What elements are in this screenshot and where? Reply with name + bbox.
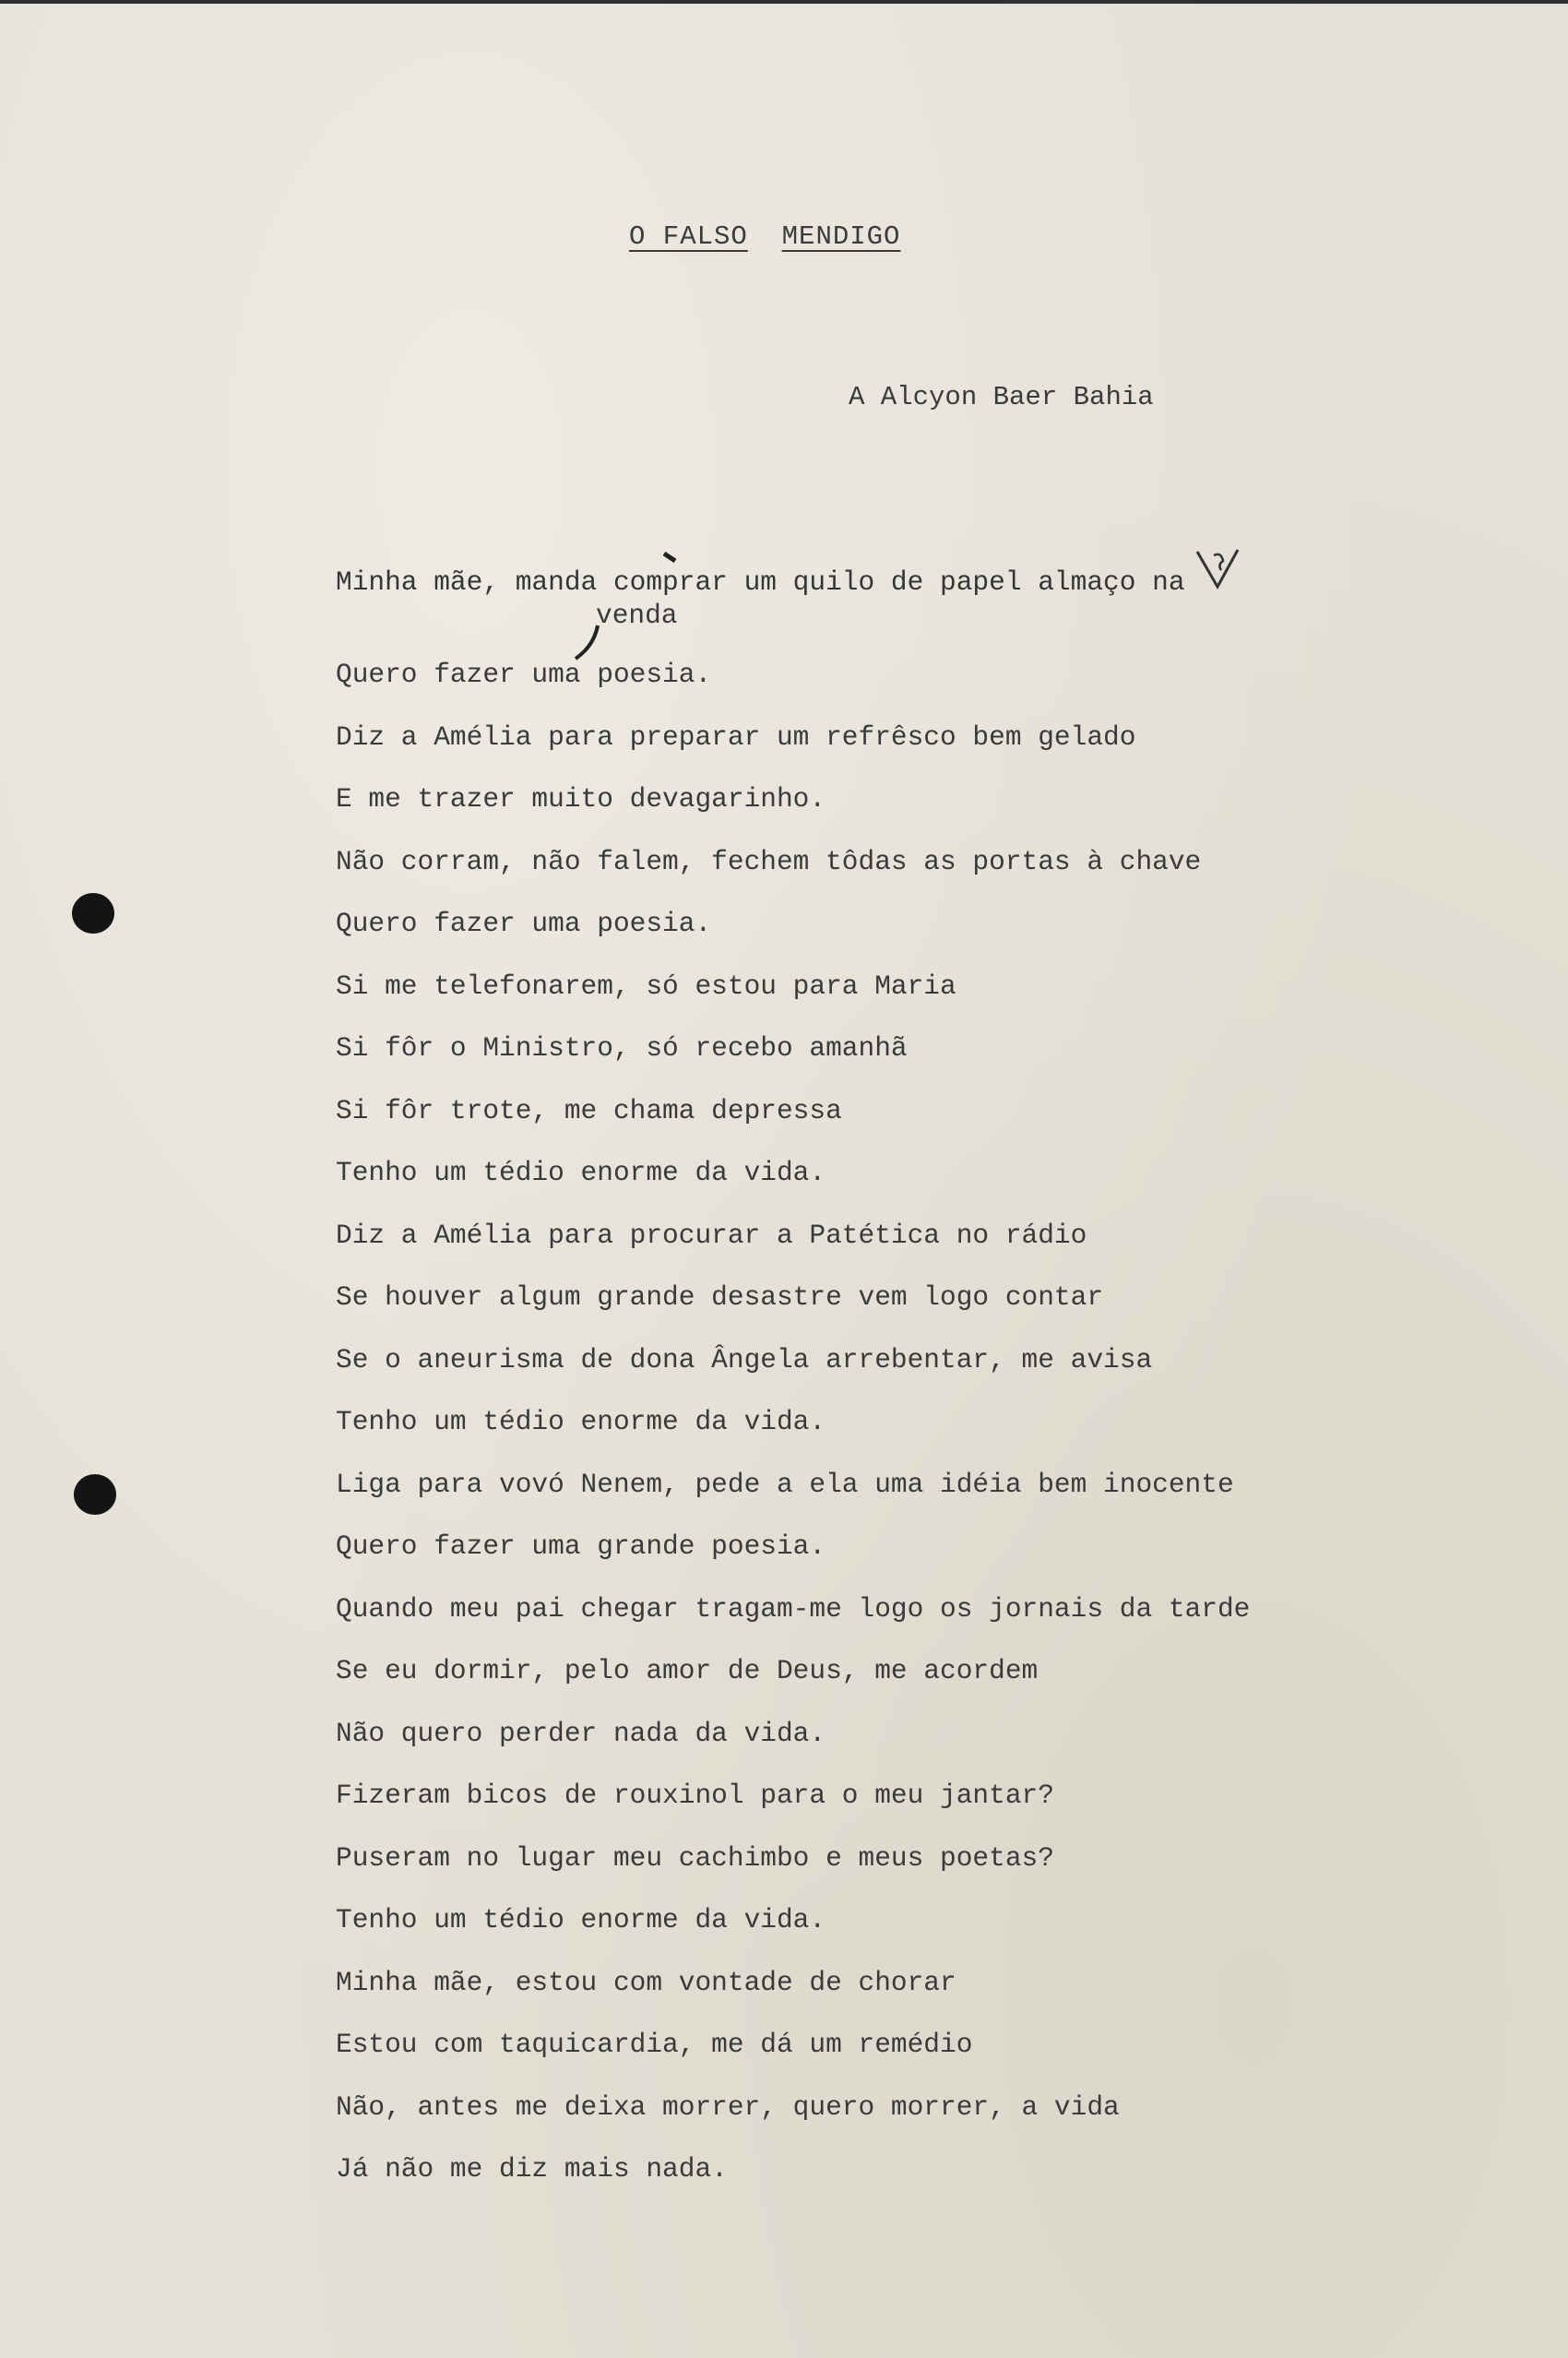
verse-line: Si fôr o Ministro, só recebo amanhã [336,1032,908,1064]
verse-line: Não corram, não falem, fechem tôdas as portas à chave [336,845,1202,877]
verse-line: Tenho um tédio enorme da vida. [336,1157,826,1188]
verse-line: Diz a Amélia para procurar a Patética no rádio [336,1219,1087,1251]
verse-line: Não, antes me deixa morrer, quero morrer, a vida [336,2090,1120,2123]
verse-line: Já não me diz mais nada. [336,2153,728,2185]
punch-hole-bottom [74,1474,116,1515]
verse-line: Tenho um tédio enorme da vida. [336,1406,826,1437]
ink-dot-mark [662,552,677,565]
verse-line: Quando meu pai chegar tragam-me logo os jornais da tarde [336,1592,1251,1625]
poem-title [629,221,900,252]
title-word-1: O FALSO [629,221,748,252]
insertion-caret-mark [570,624,607,664]
verse-line: Quero fazer uma poesia. [336,908,712,939]
verse-line: Liga para vovó Nenem, pede a ela uma idéia bem inocente [336,1468,1234,1500]
verse-line: Estou com taquicardia, me dá um remédio [336,2029,973,2060]
verse-list [336,659,1250,2216]
punch-hole-top [72,893,114,934]
verse-line: Puseram no lugar meu cachimbo e meus poetas? [336,1841,1054,1874]
verse-line: Se houver algum grande desastre vem logo contar [336,1281,1104,1313]
verse-line: E me trazer muito devagarinho. [336,783,826,815]
verse-line: Quero fazer uma poesia. [336,659,712,690]
verse-line: Não quero perder nada da vida. [336,1717,826,1749]
verse-line: Si fôr trote, me chama depressa [336,1094,842,1126]
title-word-2: MENDIGO [781,221,901,252]
poem-body [336,566,1535,2185]
verse-line: Tenho um tédio enorme da vida. [336,1904,826,1935]
verse-line: Se eu dormir, pelo amor de Deus, me acordem [336,1655,1039,1686]
verse-line: Quero fazer uma grande poesia. [336,1530,826,1562]
verse-line: Se o aneurisma de dona Ângela arrebentar, me avisa [336,1343,1153,1376]
verse-line: Si me telefonarem, só estou para Maria [336,970,956,1002]
handwritten-correction-mark [1190,544,1245,600]
verse-line-first: Minha mãe, manda comprar um quilo de papel almaço na [336,566,1185,598]
top-edge [0,0,1568,4]
verse-line: Fizeram bicos de rouxinol para o meu jantar? [336,1780,1054,1811]
verse-line: Minha mãe, estou com vontade de chorar [336,1966,956,1998]
verse-line-first-continuation: venda [596,600,678,631]
dedication: A Alcyon Baer Bahia [849,382,1154,412]
verse-line: Diz a Amélia para preparar um refrêsco bem gelado [336,720,1136,753]
